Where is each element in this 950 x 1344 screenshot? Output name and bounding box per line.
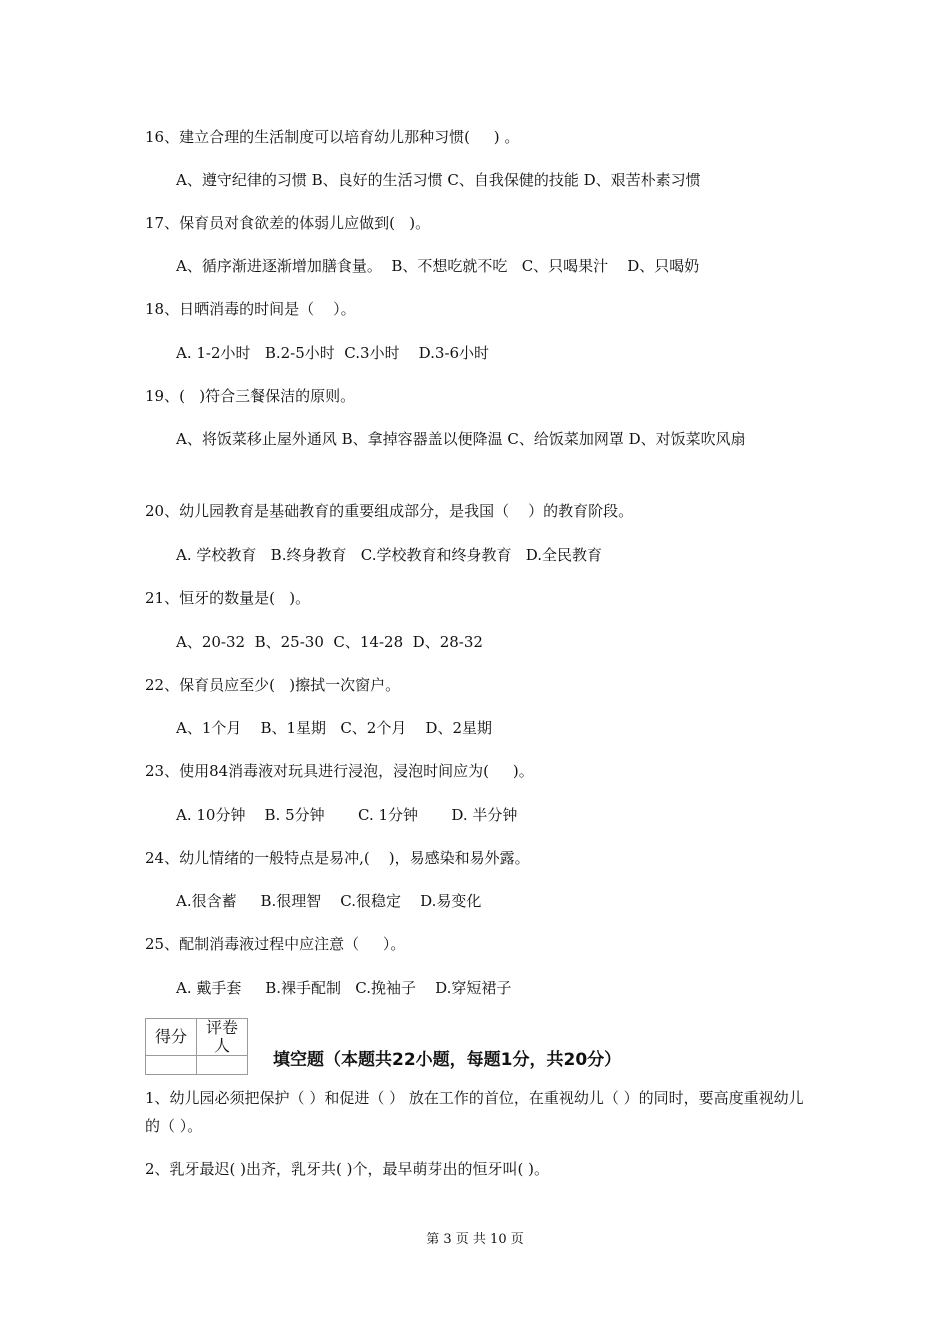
grader-cell	[197, 1056, 248, 1075]
score-cell	[146, 1056, 197, 1075]
q20-options: A. 学校教育 B.终身教育 C.学校教育和终身教育 D.全民教育	[176, 546, 603, 564]
q17-options: A、循序渐进逐渐增加膳食量。 B、不想吃就不吃 C、只喝果汁 D、只喝奶	[176, 257, 700, 275]
q25: 25、配制消毒液过程中应注意（ ）。	[145, 935, 406, 953]
fill-q2: 2、乳牙最迟( )出齐，乳牙共( )个，最早萌芽出的恒牙叫( )。	[145, 1160, 549, 1178]
q19-options: A、将饭菜移止屋外通风 B、拿掉容器盖以便降温 C、给饭菜加网罩 D、对饭菜吹风扇	[176, 430, 746, 448]
score-header: 得分	[146, 1019, 197, 1056]
q24: 24、幼儿情绪的一般特点是易冲,( )，易感染和易外露。	[145, 849, 530, 867]
q22: 22、保育员应至少( )擦拭一次窗户。	[145, 676, 401, 694]
q23-options: A. 10分钟 B. 5分钟 C. 1分钟 D. 半分钟	[176, 806, 518, 824]
q22-options: A、1个月 B、1星期 C、2个月 D、2星期	[176, 719, 492, 737]
q16: 16、建立合理的生活制度可以培育幼儿那种习惯( ) 。	[145, 128, 520, 146]
q18: 18、日晒消毒的时间是（ ）。	[145, 300, 356, 318]
q17: 17、保育员对食欲差的体弱儿应做到( )。	[145, 214, 431, 232]
page-footer: 第 3 页 共 10 页	[426, 1232, 524, 1247]
q16-options: A、遵守纪律的习惯 B、良好的生活习惯 C、自我保健的技能 D、艰苦朴素习惯	[176, 171, 701, 189]
q21: 21、恒牙的数量是( )。	[145, 589, 311, 607]
score-table	[145, 1018, 248, 1075]
section-title: 填空题（本题共22小题，每题1分，共20分）	[273, 1050, 622, 1070]
q25-options: A. 戴手套 B.裸手配制 C.挽袖子 D.穿短裙子	[176, 979, 512, 997]
q18-options: A. 1-2小时 B.2-5小时 C.3小时 D.3-6小时	[176, 344, 490, 362]
q23: 23、使用84消毒液对玩具进行浸泡，浸泡时间应为( )。	[145, 762, 534, 780]
q24-options: A.很含蓄 B.很理智 C.很稳定 D.易变化	[176, 892, 482, 910]
q21-options: A、20-32 B、25-30 C、14-28 D、28-32	[176, 633, 483, 651]
fill-q1: 1、幼儿园必须把保护（ ）和促进（ ） 放在工作的首位，在重视幼儿（ ）的同时，要高度重视幼儿的（ ）。	[145, 1089, 804, 1135]
grader-header: 评卷人	[197, 1019, 248, 1056]
q19: 19、( )符合三餐保洁的原则。	[145, 387, 356, 405]
q20: 20、幼儿园教育是基础教育的重要组成部分，是我国（ ）的教育阶段。	[145, 502, 634, 520]
